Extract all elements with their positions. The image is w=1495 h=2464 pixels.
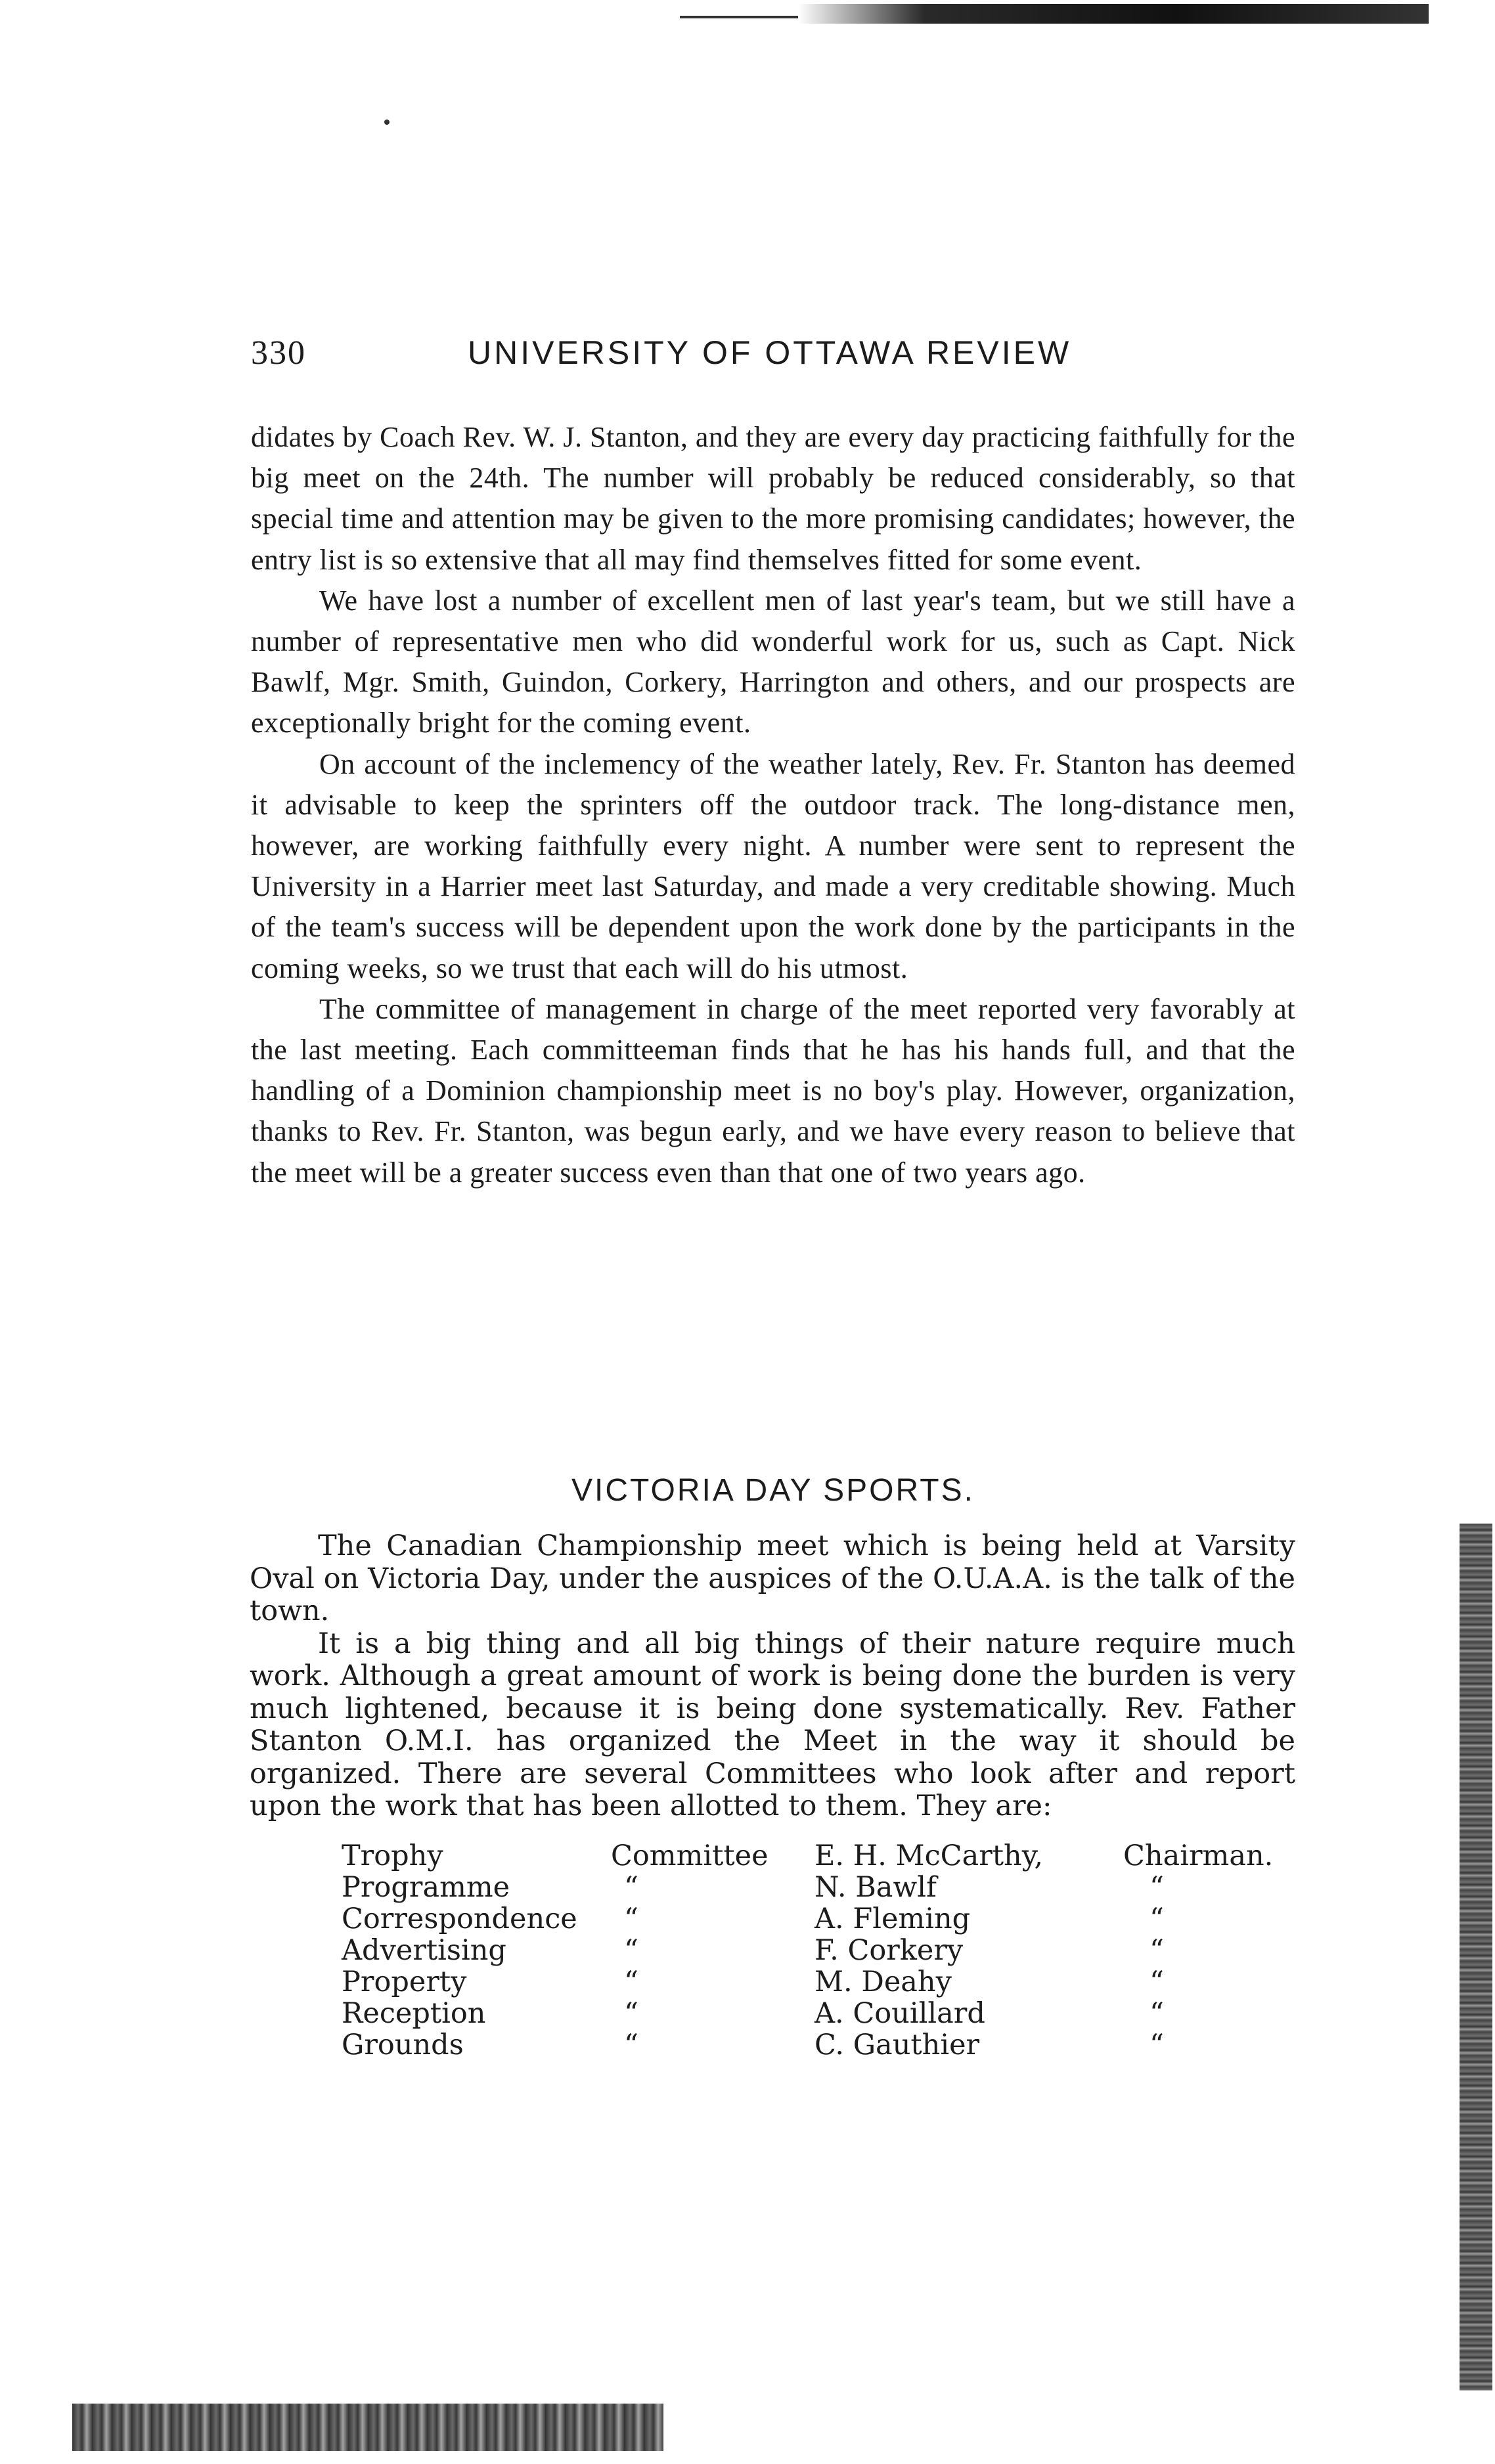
committee-role: “ bbox=[1149, 2029, 1164, 2061]
scan-edge-top bbox=[798, 4, 1429, 24]
scan-edge-right bbox=[1460, 1524, 1492, 2390]
running-title: UNIVERSITY OF OTTAWA REVIEW bbox=[468, 334, 1072, 371]
committee-kind: “ bbox=[624, 1871, 638, 1904]
scan-edge-bottom bbox=[72, 2404, 663, 2451]
committee-area: Reception bbox=[342, 1997, 486, 2030]
committee-kind: “ bbox=[624, 1966, 638, 1998]
table-row bbox=[342, 1935, 1347, 1966]
table-row bbox=[342, 1840, 1347, 1872]
committee-member: A. Couillard bbox=[814, 1997, 985, 2030]
table-row bbox=[342, 1998, 1347, 2029]
committee-member: M. Deahy bbox=[814, 1966, 952, 1998]
committee-area: Property bbox=[342, 1966, 467, 1998]
committee-member: N. Bawlf bbox=[814, 1871, 937, 1904]
paragraph: It is a big thing and all big things of their nature require much work. Although a great amount of work is being done the burden is very much lightened, because it is being done systematically. Rev. Father Stanton O.M.I. has organized the Meet in the way it should be organized. There are several Committees who look after and report upon the work that has been allotted to them. They are: bbox=[250, 1627, 1295, 1822]
committee-area: Trophy bbox=[342, 1839, 443, 1872]
committee-member: F. Corkery bbox=[814, 1934, 964, 1967]
page-header bbox=[251, 334, 1302, 386]
committee-role: “ bbox=[1149, 1903, 1164, 1935]
committee-table bbox=[342, 1840, 1347, 2061]
committee-kind: Committee bbox=[611, 1839, 769, 1872]
committee-role: Chairman. bbox=[1123, 1839, 1274, 1872]
committee-role: “ bbox=[1149, 1871, 1164, 1904]
paragraph: On account of the inclemency of the weather lately, Rev. Fr. Stanton has deemed it advisable to keep the sprinters off the outdoor track. The long-distance men, however, are working faithfully every night. A number were sent to represent the University in a Harrier meet last Saturday, and made a very creditable showing. Much of the team's success will be dependent upon the work done by the participants in the coming weeks, so we trust that each will do his utmost. bbox=[251, 747, 1295, 984]
section-heading: VICTORIA DAY SPORTS. bbox=[571, 1473, 975, 1508]
table-row bbox=[342, 2029, 1347, 2061]
table-row bbox=[342, 1872, 1347, 1903]
committee-kind: “ bbox=[624, 1997, 638, 2030]
page-number: 330 bbox=[251, 334, 306, 372]
paragraph: The committee of management in charge of the meet reported very favorably at the last meeting. Each committeeman finds that he has his hands full, and that the handling of a Dominion championship meet is no boy's play. However, organization, thanks to Rev. Fr. Stanton, was begun early, and we have every reason to believe that the meet will be a greater success even than that one of two years ago. bbox=[251, 992, 1295, 1189]
committee-member: E. H. McCarthy, bbox=[814, 1839, 1043, 1872]
committee-role: “ bbox=[1149, 1997, 1164, 2030]
paragraph: didates by Coach Rev. W. J. Stanton, and they are every day practicing faithfully for the big meet on the 24th. The number will probably be reduced considerably, so that special time and attention may be given to the more promising candidates; however, the entry list is so extensive that all may find themselves fitted for some event. bbox=[251, 421, 1295, 576]
paragraph: The Canadian Championship meet which is being held at Varsity Oval on Victoria Day, under the auspices of the O.U.A.A. is the talk of the town. bbox=[250, 1529, 1295, 1627]
table-row bbox=[342, 1903, 1347, 1935]
committee-role: “ bbox=[1149, 1966, 1164, 1998]
section-body bbox=[250, 1530, 1295, 1823]
committee-area: Advertising bbox=[342, 1934, 506, 1967]
committee-kind: “ bbox=[624, 1903, 638, 1935]
article-body bbox=[251, 417, 1295, 1193]
committee-member: A. Fleming bbox=[814, 1903, 971, 1935]
table-row bbox=[342, 1966, 1347, 1998]
committee-kind: “ bbox=[624, 1934, 638, 1967]
committee-role: “ bbox=[1149, 1934, 1164, 1967]
committee-area: Programme bbox=[342, 1871, 510, 1904]
paragraph: We have lost a number of excellent men of last year's team, but we still have a number of representative men who did wonderful work for us, such as Capt. Nick Bawlf, Mgr. Smith, Guindon, Corkery, Harrington and others, and our prospects are exceptionally bright for the coming event. bbox=[251, 584, 1295, 739]
ink-speck bbox=[384, 120, 390, 125]
committee-kind: “ bbox=[624, 2029, 638, 2061]
committee-area: Grounds bbox=[342, 2029, 464, 2061]
committee-area: Correspondence bbox=[342, 1903, 577, 1935]
committee-member: C. Gauthier bbox=[814, 2029, 980, 2061]
